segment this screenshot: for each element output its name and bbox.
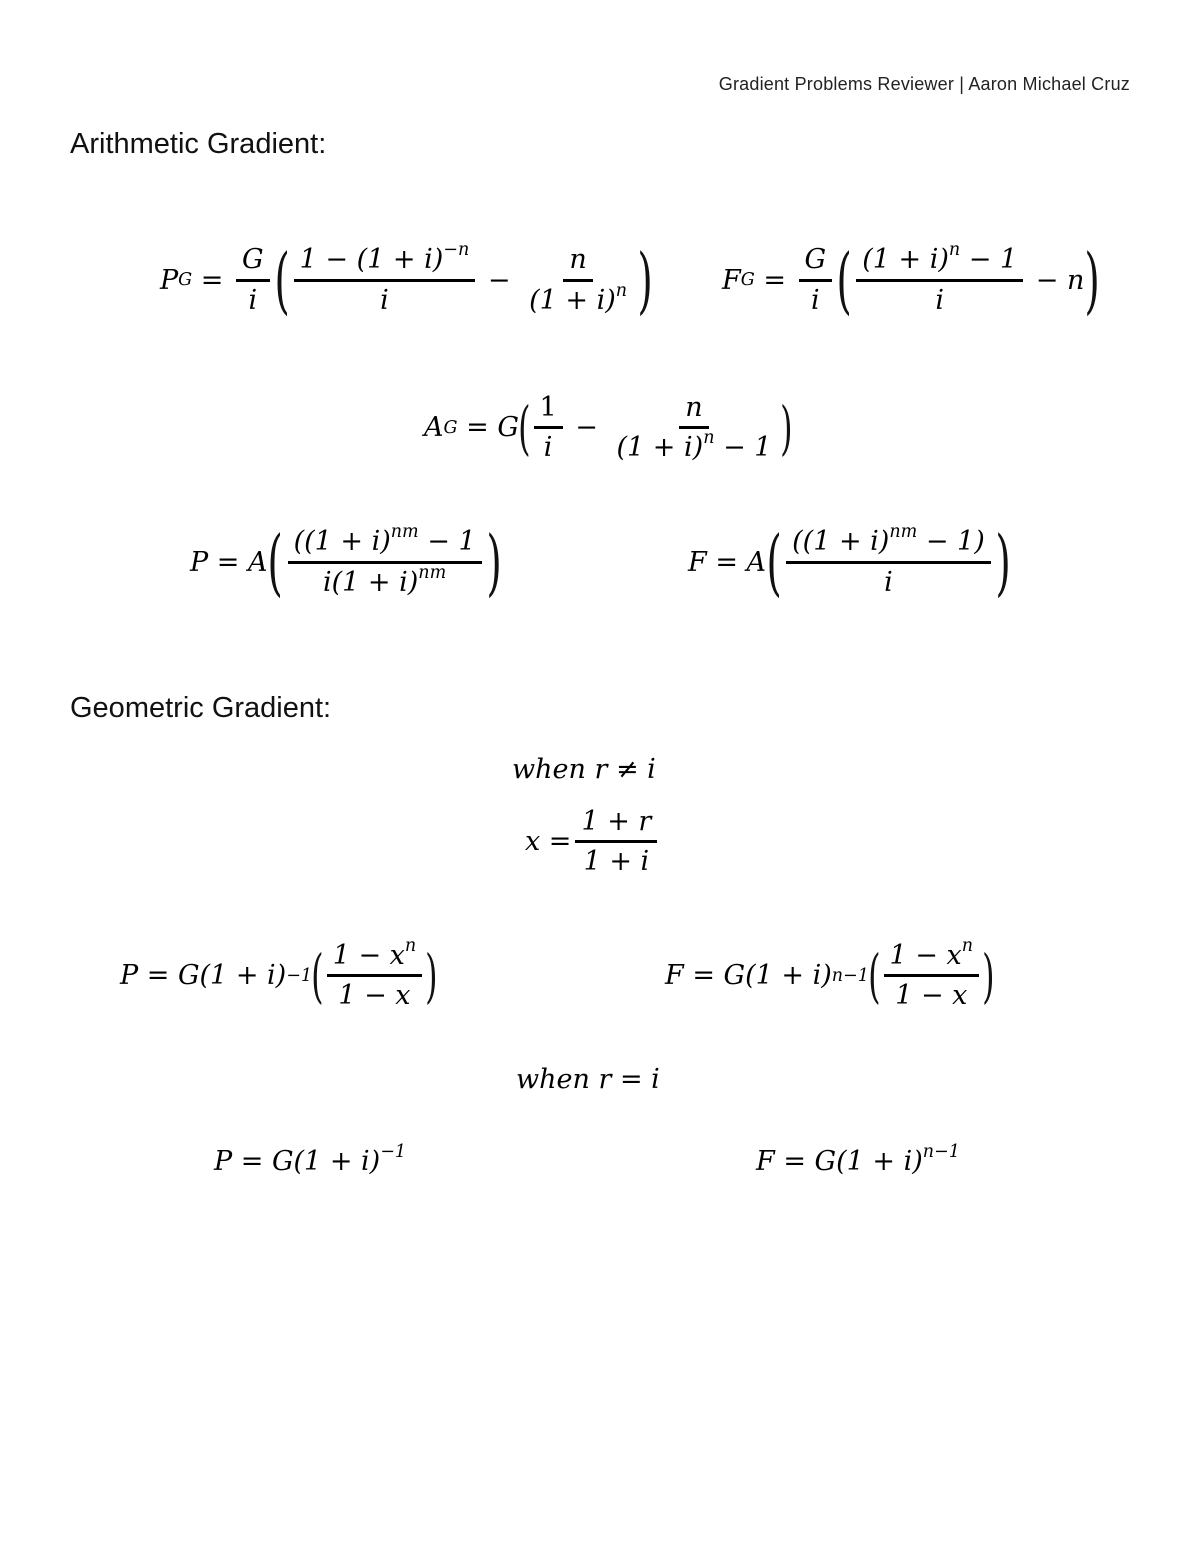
pg-frac2: $\frac{n}{(1 + i)^n}$	[529, 244, 628, 316]
ag-frac: $\frac{n}{(1 + i)^n - 1}$	[616, 392, 772, 464]
condition-r-equal-i: when r = i	[516, 1064, 660, 1095]
equation-p-equal: $P = G(1 + i)^{-1}$	[214, 1141, 407, 1177]
equation-ag: A G = G ( $\frac{1}{i}$ − $\frac{n}{(1 + i)^n - 1}$ )	[424, 392, 793, 464]
pg-g-over-i: $\frac{G}{i}$	[236, 244, 270, 315]
equation-pg: P G = $\frac{G}{i}$ ( $\frac{1 - (1 + i)^{-n}}{i}$ − $\frac{n}{(1 + i)^n}$ )	[160, 238, 653, 322]
pg-lhs: P	[160, 264, 179, 296]
fg-frac: $\frac{(1 + i)^n - 1}{i}$	[856, 244, 1023, 315]
f-geo-frac: $\frac{1 - x^n}{1 - x}$	[884, 940, 980, 1011]
arithmetic-gradient-title: Arithmetic Gradient:	[70, 128, 327, 160]
equation-f-geo: F = G(1 + i) n−1 ( $\frac{1 - x^n}{1 - x}$ )	[665, 935, 995, 1012]
fg-g-over-i: $\frac{G}{i}$	[799, 244, 833, 315]
p-arith-frac: $\frac{((1 + i)^{nm} - 1}{i(1 + i)^{nm}}$	[288, 526, 482, 597]
p-geo-frac: $\frac{1 - x^n}{1 - x}$	[327, 940, 423, 1011]
geometric-gradient-title: Geometric Gradient:	[70, 692, 332, 724]
pg-frac1: $\frac{1 - (1 + i)^{-n}}{i}$	[294, 244, 476, 315]
fg-tail: − n	[1035, 264, 1085, 296]
condition-r-not-equal-i: when r ≠ i	[512, 754, 656, 785]
equation-p-arith: P = A ( $\frac{((1 + i)^{nm} - 1}{i(1 + i)^{nm}}$ )	[190, 520, 502, 604]
equation-p-geo: P = G(1 + i) −1 ( $\frac{1 - x^n}{1 - x}$ )	[120, 935, 438, 1012]
x-frac: $\frac{1 + r}{1 + i}$	[575, 806, 657, 877]
fg-lhs: F	[722, 264, 741, 296]
equation-fg: F G = $\frac{G}{i}$ ( $\frac{(1 + i)^n - 1}{i}$ − n )	[722, 238, 1101, 322]
page-header: Gradient Problems Reviewer | Aaron Michael Cruz	[718, 74, 1130, 94]
equation-f-arith: F = A ( $\frac{((1 + i)^{nm} - 1)}{i}$ )	[688, 520, 1011, 604]
f-arith-frac: $\frac{((1 + i)^{nm} - 1)}{i}$	[786, 526, 991, 597]
equation-f-equal: $F = G(1 + i)^{n-1}$	[756, 1141, 960, 1177]
equation-x-def: x = $\frac{1 + r}{1 + i}$	[525, 806, 661, 877]
ag-lhs: A	[424, 412, 444, 444]
ag-one-over-i: $\frac{1}{i}$	[534, 392, 563, 463]
